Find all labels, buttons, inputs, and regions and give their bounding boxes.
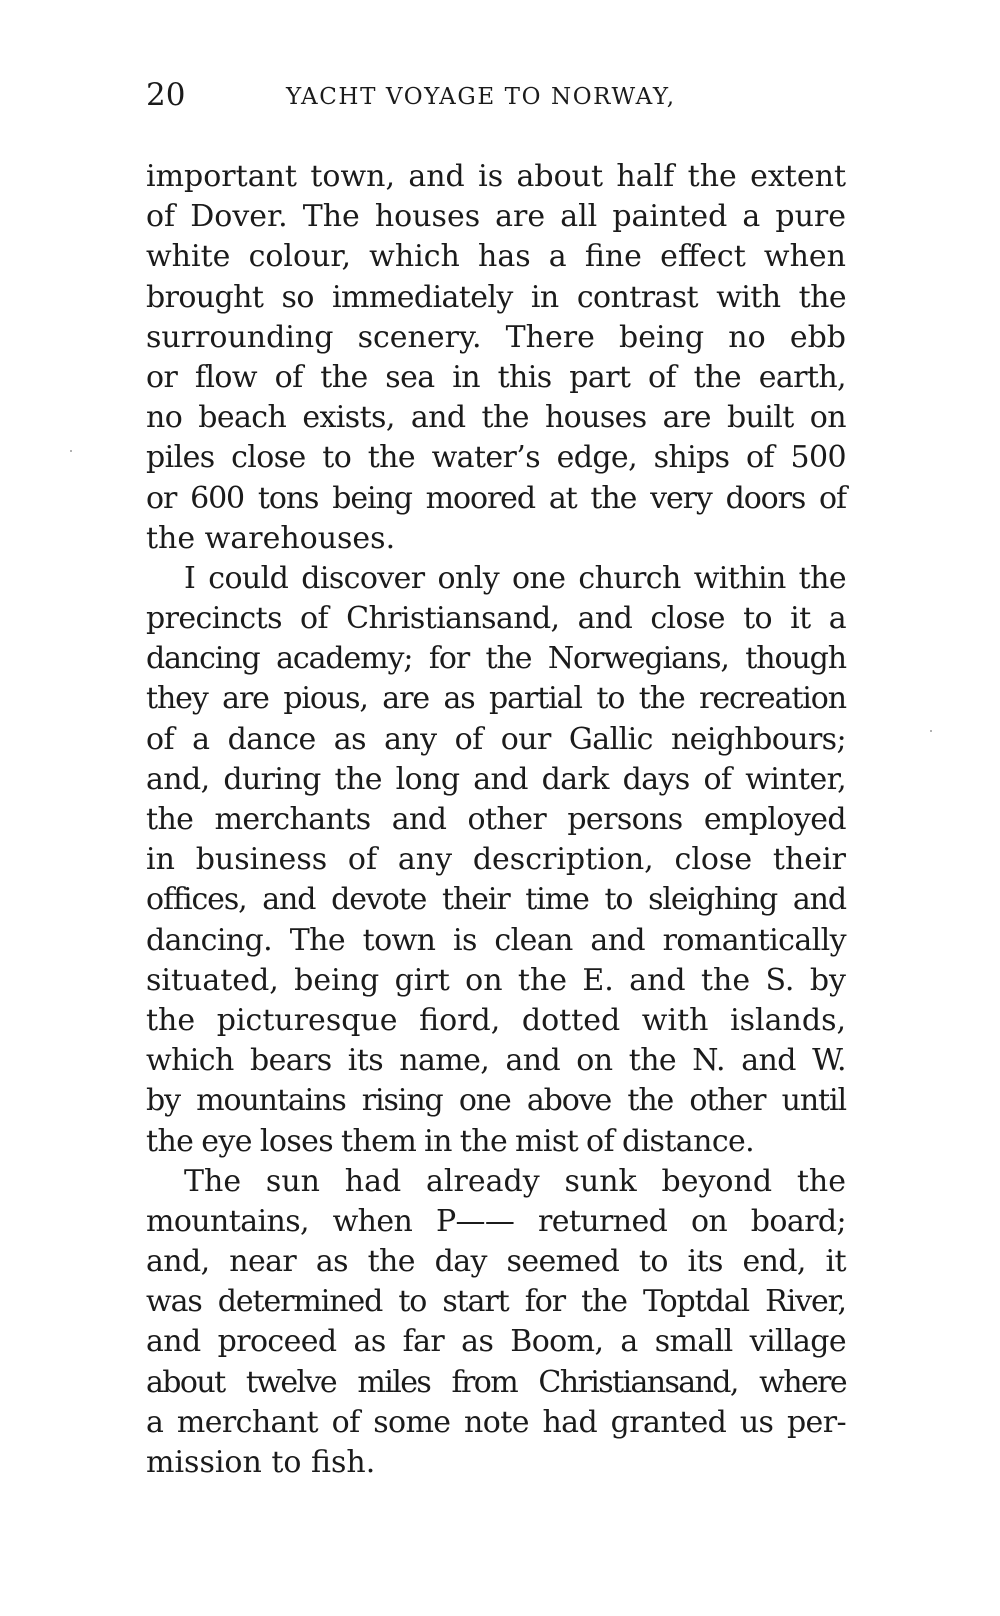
text-line: dancing. The town is clean and romantically (146, 922, 846, 958)
paragraph-3 (146, 1162, 846, 1484)
text-line: dancing academy; for the Norwegians, though (146, 641, 846, 677)
text-line: mission to fish. (146, 1445, 376, 1480)
text-line: mountains, when P—— returned on board; (146, 1203, 846, 1239)
text-line: The sun had already sunk beyond the (184, 1163, 846, 1199)
page-number: 20 (146, 77, 186, 113)
text-line: a merchant of some note had granted us per- (146, 1404, 846, 1440)
paragraph-1 (146, 157, 846, 559)
scan-speck (70, 450, 72, 452)
text-line: in business of any description, close their (146, 842, 846, 878)
text-line: and, near as the day seemed to its end, it (146, 1244, 846, 1280)
text-line: or flow of the sea in this part of the earth, (146, 359, 846, 395)
text-line: important town, and is about half the extent (146, 159, 846, 194)
text-line: offices, and devote their time to sleighing and (146, 882, 846, 918)
text-line: situated, being girt on the E. and the S. by (146, 962, 846, 998)
text-line: precincts of Christiansand, and close to it a (146, 601, 846, 637)
scan-speck (930, 730, 932, 732)
text-line: by mountains rising one above the other until (146, 1083, 846, 1119)
running-title: YACHT VOYAGE TO NORWAY, (286, 84, 676, 110)
text-line: of Dover. The houses are all painted a pure (146, 199, 846, 235)
text-line: the picturesque fiord, dotted with islands, (146, 1002, 846, 1038)
text-line: and, during the long and dark days of winter, (146, 761, 846, 797)
running-head (146, 72, 846, 122)
paragraph-2 (146, 559, 846, 1162)
text-line: which bears its name, and on the N. and W. (146, 1043, 846, 1079)
text-line: the merchants and other persons employed (146, 802, 846, 837)
book-page (146, 72, 846, 1572)
text-line: piles close to the water’s edge, ships of 500 (146, 440, 846, 476)
text-line: I could discover only one church within the (184, 560, 846, 596)
text-line: surrounding scenery. There being no ebb (146, 319, 846, 355)
text-line: they are pious, are as partial to the recreation (146, 681, 846, 717)
text-line: white colour, which has a fine effect when (146, 239, 846, 275)
text-line: was determined to start for the Toptdal River, (146, 1284, 846, 1320)
text-line: about twelve miles from Christiansand, where (146, 1364, 846, 1400)
body-text (146, 157, 846, 1483)
text-line: brought so immediately in contrast with the (146, 279, 846, 315)
text-line: the eye loses them in the mist of distance. (146, 1123, 755, 1159)
text-line: of a dance as any of our Gallic neighbours; (146, 721, 846, 757)
text-line: no beach exists, and the houses are built on (146, 400, 846, 436)
text-line: the warehouses. (146, 520, 396, 556)
text-line: and proceed as far as Boom, a small village (146, 1324, 846, 1360)
text-line: or 600 tons being moored at the very doors of (146, 480, 846, 516)
